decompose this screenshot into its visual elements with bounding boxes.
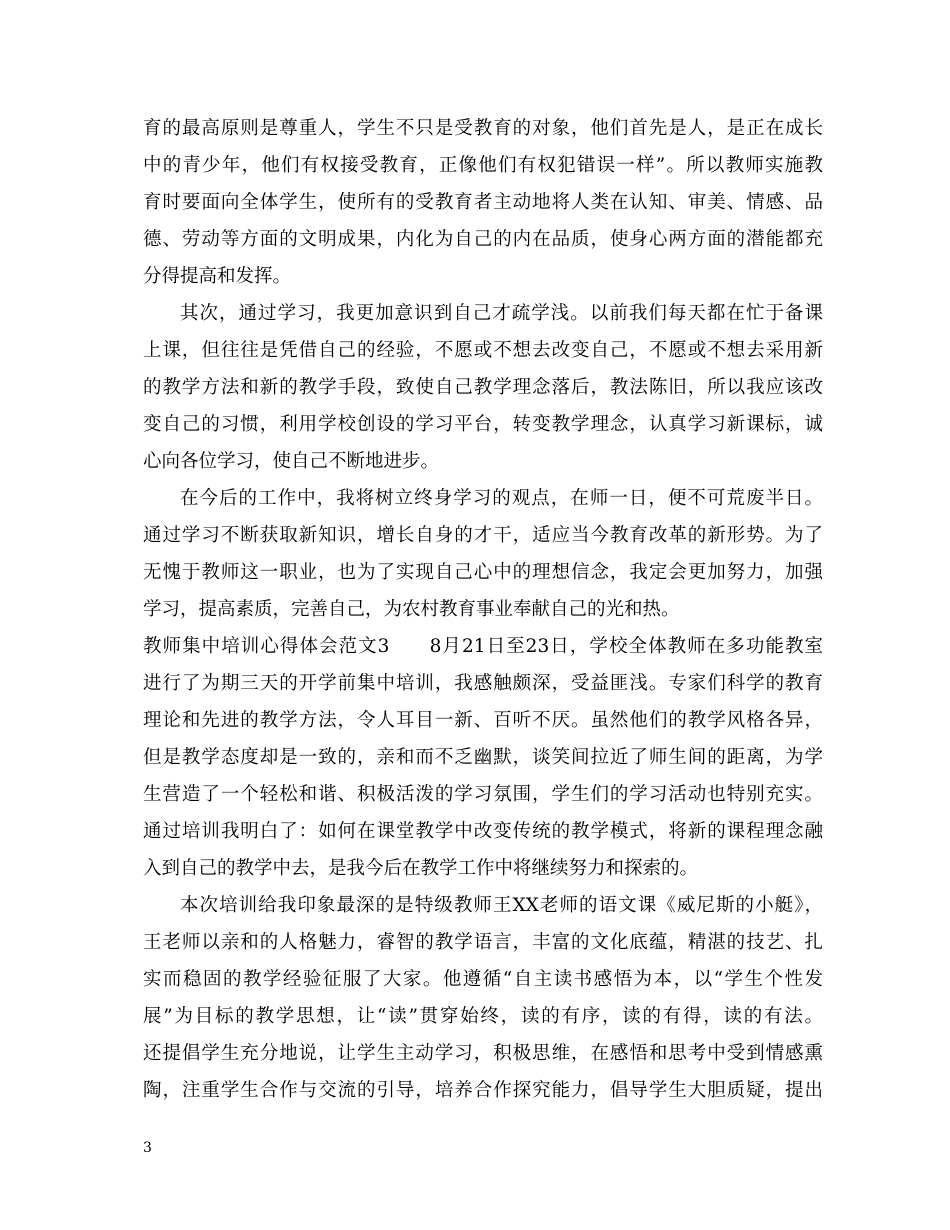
text-line: 进行了为期三天的开学前集中培训，我感触颇深，受益匪浅。专家们科学的教育 xyxy=(143,673,823,694)
section-heading-line: 教师集中培训心得体会范文3 8月21日至23日，学校全体教师在多功能教室 xyxy=(143,636,823,657)
paragraph-first-line: 在今后的工作中，我将树立终身学习的观点，在师一日，便不可荒废半日。 xyxy=(180,488,823,509)
text-line: 实而稳固的教学经验征服了大家。他遵循“自主读书感悟为本，以“学生个性发 xyxy=(143,969,823,990)
text-line: 无愧于教师这一职业，也为了实现自己心中的理想信念，我定会更加努力，加强 xyxy=(143,562,823,583)
text-line: 但是教学态度却是一致的，亲和而不乏幽默，谈笑间拉近了师生间的距离，为学 xyxy=(143,747,823,768)
text-line: 陶，注重学生合作与交流的引导，培养合作探究能力，倡导学生大胆质疑，提出 xyxy=(143,1080,823,1101)
text-line: 心向各位学习，使自己不断地进步。 xyxy=(143,451,440,472)
text-line: 的教学方法和新的教学手段，致使自己教学理念落后，教法陈旧，所以我应该改 xyxy=(143,377,823,398)
text-line: 中的青少年，他们有权接受教育，正像他们有权犯错误一样”。所以教师实施教 xyxy=(143,155,823,176)
text-line: 生营造了一个轻松和谐、积极活泼的学习氛围，学生们的学习活动也特别充实。 xyxy=(143,784,823,805)
text-line: 学习，提高素质，完善自己，为农村教育事业奉献自己的光和热。 xyxy=(143,599,680,620)
paragraph-first-line: 其次，通过学习，我更加意识到自己才疏学浅。以前我们每天都在忙于备课 xyxy=(180,303,823,324)
text-line: 展”为目标的教学思想，让“读”贯穿始终，读的有序，读的有得，读的有法。 xyxy=(143,1006,823,1027)
text-line: 通过学习不断获取新知识，增长自身的才干，适应当今教育改革的新形势。为了 xyxy=(143,525,823,546)
text-line: 通过培训我明白了：如何在课堂教学中改变传统的教学模式，将新的课程理念融 xyxy=(143,821,823,842)
text-line: 分得提高和发挥。 xyxy=(143,266,292,287)
text-line: 理论和先进的教学方法，令人耳目一新、百听不厌。虽然他们的教学风格各异， xyxy=(143,710,823,731)
text-line: 德、劳动等方面的文明成果，内化为自己的内在品质，使身心两方面的潜能都充 xyxy=(143,229,823,250)
text-line: 育的最高原则是尊重人，学生不只是受教育的对象，他们首先是人，是正在成长 xyxy=(143,118,823,139)
text-line: 上课，但往往是凭借自己的经验，不愿或不想去改变自己，不愿或不想去采用新 xyxy=(143,340,823,361)
page-number: 3 xyxy=(143,1140,152,1156)
text-line: 变自己的习惯，利用学校创设的学习平台，转变教学理念，认真学习新课标，诚 xyxy=(143,414,823,435)
text-line: 王老师以亲和的人格魅力，睿智的教学语言，丰富的文化底蕴，精湛的技艺、扎 xyxy=(143,932,823,953)
text-line: 还提倡学生充分地说，让学生主动学习，积极思维，在感悟和思考中受到情感熏 xyxy=(143,1043,823,1064)
text-line: 育时要面向全体学生，使所有的受教育者主动地将人类在认知、审美、情感、品 xyxy=(143,192,823,213)
paragraph-first-line: 本次培训给我印象最深的是特级教师王XX老师的语文课《威尼斯的小艇》， xyxy=(180,895,823,916)
text-line: 入到自己的教学中去，是我今后在教学工作中将继续努力和探索的。 xyxy=(143,858,699,879)
